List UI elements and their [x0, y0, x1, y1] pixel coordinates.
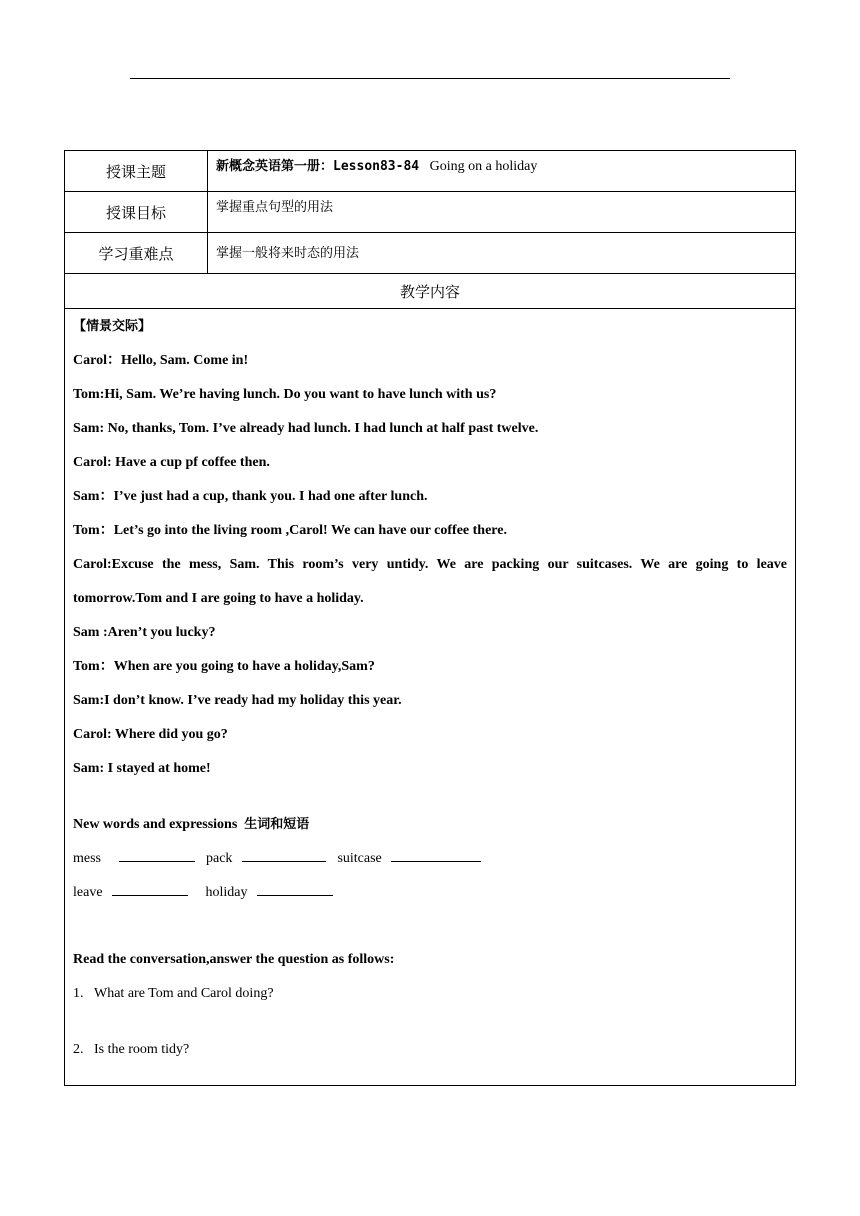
row-section-title [65, 274, 796, 309]
dialogue-line: Sam: I stayed at home! [73, 761, 211, 776]
difficulty-label: 学习重难点 [65, 233, 208, 274]
dialogue-line: Carol：Hello, Sam. Come in! [73, 353, 249, 368]
row-content [65, 309, 796, 1086]
goal-label: 授课目标 [65, 192, 208, 233]
vocab-word: pack [206, 851, 233, 866]
vocab-blank[interactable] [242, 849, 326, 862]
question-text: What are Tom and Carol doing? [94, 986, 274, 1001]
topic-value [208, 151, 796, 192]
vocab-blank[interactable] [257, 883, 333, 896]
dialogue-line: Carol: Have a cup pf coffee then. [73, 455, 270, 470]
question-number: 1. [73, 986, 84, 1001]
vocab-heading-cn: 生词和短语 [244, 817, 310, 832]
vocab-blank[interactable] [391, 849, 481, 862]
dialogue-line: Tom:Hi, Sam. We’re having lunch. Do you want to have lunch with us? [73, 387, 497, 402]
vocab-word: mess [73, 851, 101, 866]
questions-heading: Read the conversation,answer the question as follows: [73, 952, 395, 967]
vocab-word: leave [73, 885, 103, 900]
topic-value-en: Going on a holiday [429, 159, 538, 174]
section-title: 教学内容 [65, 274, 796, 309]
goal-value [208, 192, 796, 233]
vocab-word: suitcase [337, 851, 382, 866]
question-item [73, 1040, 787, 1060]
question-number: 2. [73, 1042, 84, 1057]
lesson-table [64, 150, 796, 1086]
goal-value-text: 掌握重点句型的用法 [216, 200, 334, 215]
vocab-word: holiday [205, 885, 248, 900]
topic-value-code: Lesson83-84 [333, 159, 420, 174]
dialogue-heading: 【情景交际】 [73, 319, 152, 334]
dialogue-line: Tom：Let’s go into the living room ,Carol! We can have our coffee there. [73, 523, 507, 538]
difficulty-value [208, 233, 796, 274]
dialogue-line: Sam :Aren’t you lucky? [73, 625, 216, 640]
row-difficulty [65, 233, 796, 274]
dialogue-line: Sam:I don’t know. I’ve ready had my holiday this year. [73, 693, 402, 708]
row-goal [65, 192, 796, 233]
vocab-heading [73, 815, 787, 835]
topic-label: 授课主题 [65, 151, 208, 192]
vocab-blank[interactable] [112, 883, 188, 896]
vocab-row-2 [73, 883, 787, 903]
dialogue-line: Carol: Where did you go? [73, 727, 228, 742]
dialogue-line: Sam: No, thanks, Tom. I’ve already had lunch. I had lunch at half past twelve. [73, 421, 539, 436]
vocab-heading-en: New words and expressions [73, 817, 238, 832]
question-item [73, 984, 787, 1004]
difficulty-value-text: 掌握一般将来时态的用法 [216, 246, 360, 261]
header-rule [130, 78, 730, 79]
dialogue-line: tomorrow.Tom and I are going to have a holiday. [73, 591, 364, 606]
dialogue-line: Tom：When are you going to have a holiday,Sam? [73, 659, 375, 674]
vocab-blank[interactable] [119, 849, 195, 862]
dialogue-line: Carol:Excuse the mess, Sam. This room’s very untidy. We are packing our suitcases. We are going to leave [73, 557, 787, 572]
content-cell [65, 309, 796, 1086]
topic-value-cn: 新概念英语第一册： [216, 159, 334, 174]
question-text: Is the room tidy? [94, 1042, 190, 1057]
row-topic [65, 151, 796, 192]
vocab-row-1 [73, 849, 787, 869]
dialogue-line: Sam：I’ve just had a cup, thank you. I had one after lunch. [73, 489, 428, 504]
